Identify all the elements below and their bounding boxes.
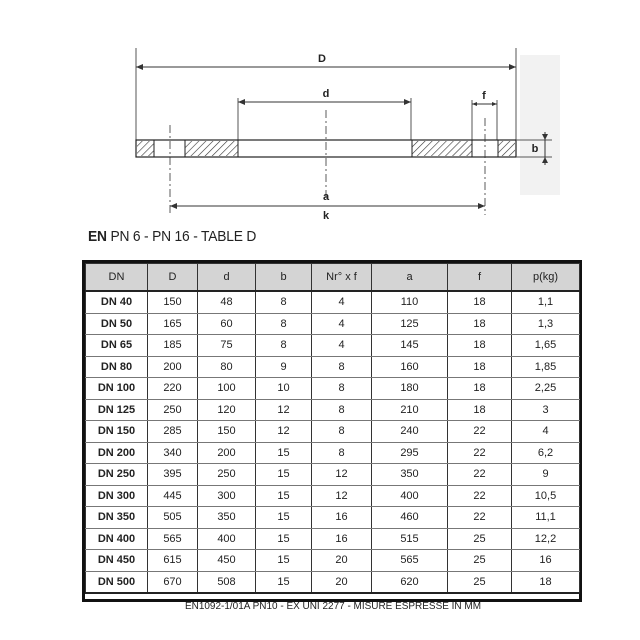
table-cell: 300 [198, 485, 256, 507]
table-cell: 210 [372, 399, 448, 421]
label-k: k [322, 210, 330, 222]
table-cell: 18 [448, 399, 512, 421]
table-cell: 445 [148, 485, 198, 507]
table-cell: 4 [312, 313, 372, 335]
table-cell: 15 [256, 528, 312, 550]
table-cell: 4 [312, 335, 372, 357]
dn-cell: DN 450 [86, 550, 148, 572]
table-cell: 20 [312, 571, 372, 593]
table-cell: 565 [372, 550, 448, 572]
table-cell: 22 [448, 421, 512, 443]
table-cell: 395 [148, 464, 198, 486]
table-row [86, 485, 580, 507]
table-cell: 12,2 [512, 528, 580, 550]
label-D: D [318, 53, 326, 65]
table-cell: 10,5 [512, 485, 580, 507]
dimension-a [170, 191, 485, 209]
table-cell: 8 [312, 378, 372, 400]
label-a: a [322, 191, 330, 203]
table-cell: 12 [312, 464, 372, 486]
table-cell: 25 [448, 550, 512, 572]
table-cell: 150 [148, 291, 198, 313]
label-d: d [322, 88, 330, 100]
table-cell: 180 [372, 378, 448, 400]
table-cell: 48 [198, 291, 256, 313]
table-cell: 220 [148, 378, 198, 400]
dn-cell: DN 250 [86, 464, 148, 486]
table-cell: 10 [256, 378, 312, 400]
dn-cell: DN 80 [86, 356, 148, 378]
table-cell: 1,3 [512, 313, 580, 335]
flange-technical-drawing [0, 0, 640, 225]
column-header: p(kg) [512, 264, 580, 292]
table-cell: 15 [256, 464, 312, 486]
column-header: d [198, 264, 256, 292]
table-cell: 80 [198, 356, 256, 378]
table-cell: 12 [256, 421, 312, 443]
table-cell: 8 [256, 313, 312, 335]
column-header: f [448, 264, 512, 292]
table-cell: 200 [148, 356, 198, 378]
table-cell: 22 [448, 442, 512, 464]
table-cell: 18 [448, 378, 512, 400]
table-cell: 240 [372, 421, 448, 443]
table-header-row [86, 264, 580, 292]
table-row [86, 421, 580, 443]
heading-standard: EN [88, 228, 107, 245]
table-row [86, 507, 580, 529]
table-cell: 4 [512, 421, 580, 443]
dn-cell: DN 50 [86, 313, 148, 335]
table-cell: 8 [312, 421, 372, 443]
table-cell: 460 [372, 507, 448, 529]
table-cell: 8 [256, 291, 312, 313]
table-cell: 295 [372, 442, 448, 464]
column-header: b [256, 264, 312, 292]
table-cell: 20 [312, 550, 372, 572]
dimension-d [238, 88, 411, 140]
table-cell: 185 [148, 335, 198, 357]
table-cell: 565 [148, 528, 198, 550]
dn-cell: DN 65 [86, 335, 148, 357]
table-cell: 15 [256, 550, 312, 572]
table-row [86, 399, 580, 421]
table-cell: 620 [372, 571, 448, 593]
table-cell: 1,1 [512, 291, 580, 313]
table-cell: 110 [372, 291, 448, 313]
table-cell: 8 [312, 399, 372, 421]
table-cell: 250 [198, 464, 256, 486]
table-cell: 11,1 [512, 507, 580, 529]
table-cell: 4 [312, 291, 372, 313]
table-cell: 18 [448, 313, 512, 335]
column-header: Nr° x f [312, 264, 372, 292]
table-cell: 250 [148, 399, 198, 421]
dn-cell: DN 150 [86, 421, 148, 443]
table-row [86, 378, 580, 400]
table-cell: 285 [148, 421, 198, 443]
table-cell: 12 [256, 399, 312, 421]
table-cell: 8 [312, 356, 372, 378]
table-cell: 515 [372, 528, 448, 550]
table-cell: 8 [312, 442, 372, 464]
table-cell: 3 [512, 399, 580, 421]
table-row [86, 356, 580, 378]
table-cell: 100 [198, 378, 256, 400]
dn-cell: DN 300 [86, 485, 148, 507]
table-row [86, 464, 580, 486]
dn-cell: DN 40 [86, 291, 148, 313]
table-cell: 350 [372, 464, 448, 486]
column-header: a [372, 264, 448, 292]
table-cell: 340 [148, 442, 198, 464]
dn-cell: DN 500 [86, 571, 148, 593]
table-cell: 18 [448, 356, 512, 378]
table-cell: 9 [256, 356, 312, 378]
table-cell: 18 [448, 291, 512, 313]
table-cell: 150 [198, 421, 256, 443]
table-cell: 400 [372, 485, 448, 507]
table-cell: 145 [372, 335, 448, 357]
dn-cell: DN 100 [86, 378, 148, 400]
table-row [86, 291, 580, 313]
table-cell: 15 [256, 485, 312, 507]
column-header: DN [86, 264, 148, 292]
dn-cell: DN 350 [86, 507, 148, 529]
table-heading [88, 228, 256, 245]
table-row [86, 313, 580, 335]
table-cell: 120 [198, 399, 256, 421]
table-cell: 350 [198, 507, 256, 529]
table-cell: 160 [372, 356, 448, 378]
table-cell: 1,85 [512, 356, 580, 378]
label-f: f [482, 90, 486, 102]
table-cell: 615 [148, 550, 198, 572]
table-cell: 200 [198, 442, 256, 464]
heading-text: PN 6 - PN 16 - TABLE D [110, 228, 257, 245]
table-cell: 60 [198, 313, 256, 335]
table-cell: 8 [256, 335, 312, 357]
table-cell: 15 [256, 442, 312, 464]
table-cell: 15 [256, 507, 312, 529]
table-cell: 18 [512, 571, 580, 593]
dn-cell: DN 400 [86, 528, 148, 550]
table-cell: 1,65 [512, 335, 580, 357]
table-cell: 18 [448, 335, 512, 357]
table-cell: 12 [312, 485, 372, 507]
table-cell: 22 [448, 464, 512, 486]
table-cell: 16 [312, 507, 372, 529]
table-cell: 22 [448, 507, 512, 529]
table-cell: 6,2 [512, 442, 580, 464]
table-row [86, 528, 580, 550]
table-cell: 125 [372, 313, 448, 335]
table-cell: 505 [148, 507, 198, 529]
label-b: b [531, 143, 539, 155]
table-cell: 400 [198, 528, 256, 550]
table-cell: 9 [512, 464, 580, 486]
table-cell: 165 [148, 313, 198, 335]
table-cell: 75 [198, 335, 256, 357]
dn-cell: DN 200 [86, 442, 148, 464]
column-header: D [148, 264, 198, 292]
table-row [86, 571, 580, 593]
table-cell: 16 [512, 550, 580, 572]
flange-dimension-table [82, 260, 582, 612]
table-footer-note: EN1092-1/01A PN10 - EX UNI 2277 - MISURE ESPRESSE IN MM [98, 593, 567, 618]
table-row [86, 550, 580, 572]
table-cell: 450 [198, 550, 256, 572]
table-cell: 22 [448, 485, 512, 507]
table-cell: 25 [448, 528, 512, 550]
dimension-f [472, 90, 497, 140]
table-row [86, 335, 580, 357]
table-cell: 16 [312, 528, 372, 550]
dimension-k [323, 210, 330, 222]
table-cell: 25 [448, 571, 512, 593]
table-row [86, 442, 580, 464]
table-cell: 508 [198, 571, 256, 593]
table-cell: 670 [148, 571, 198, 593]
table-cell: 15 [256, 571, 312, 593]
table-cell: 2,25 [512, 378, 580, 400]
dn-cell: DN 125 [86, 399, 148, 421]
